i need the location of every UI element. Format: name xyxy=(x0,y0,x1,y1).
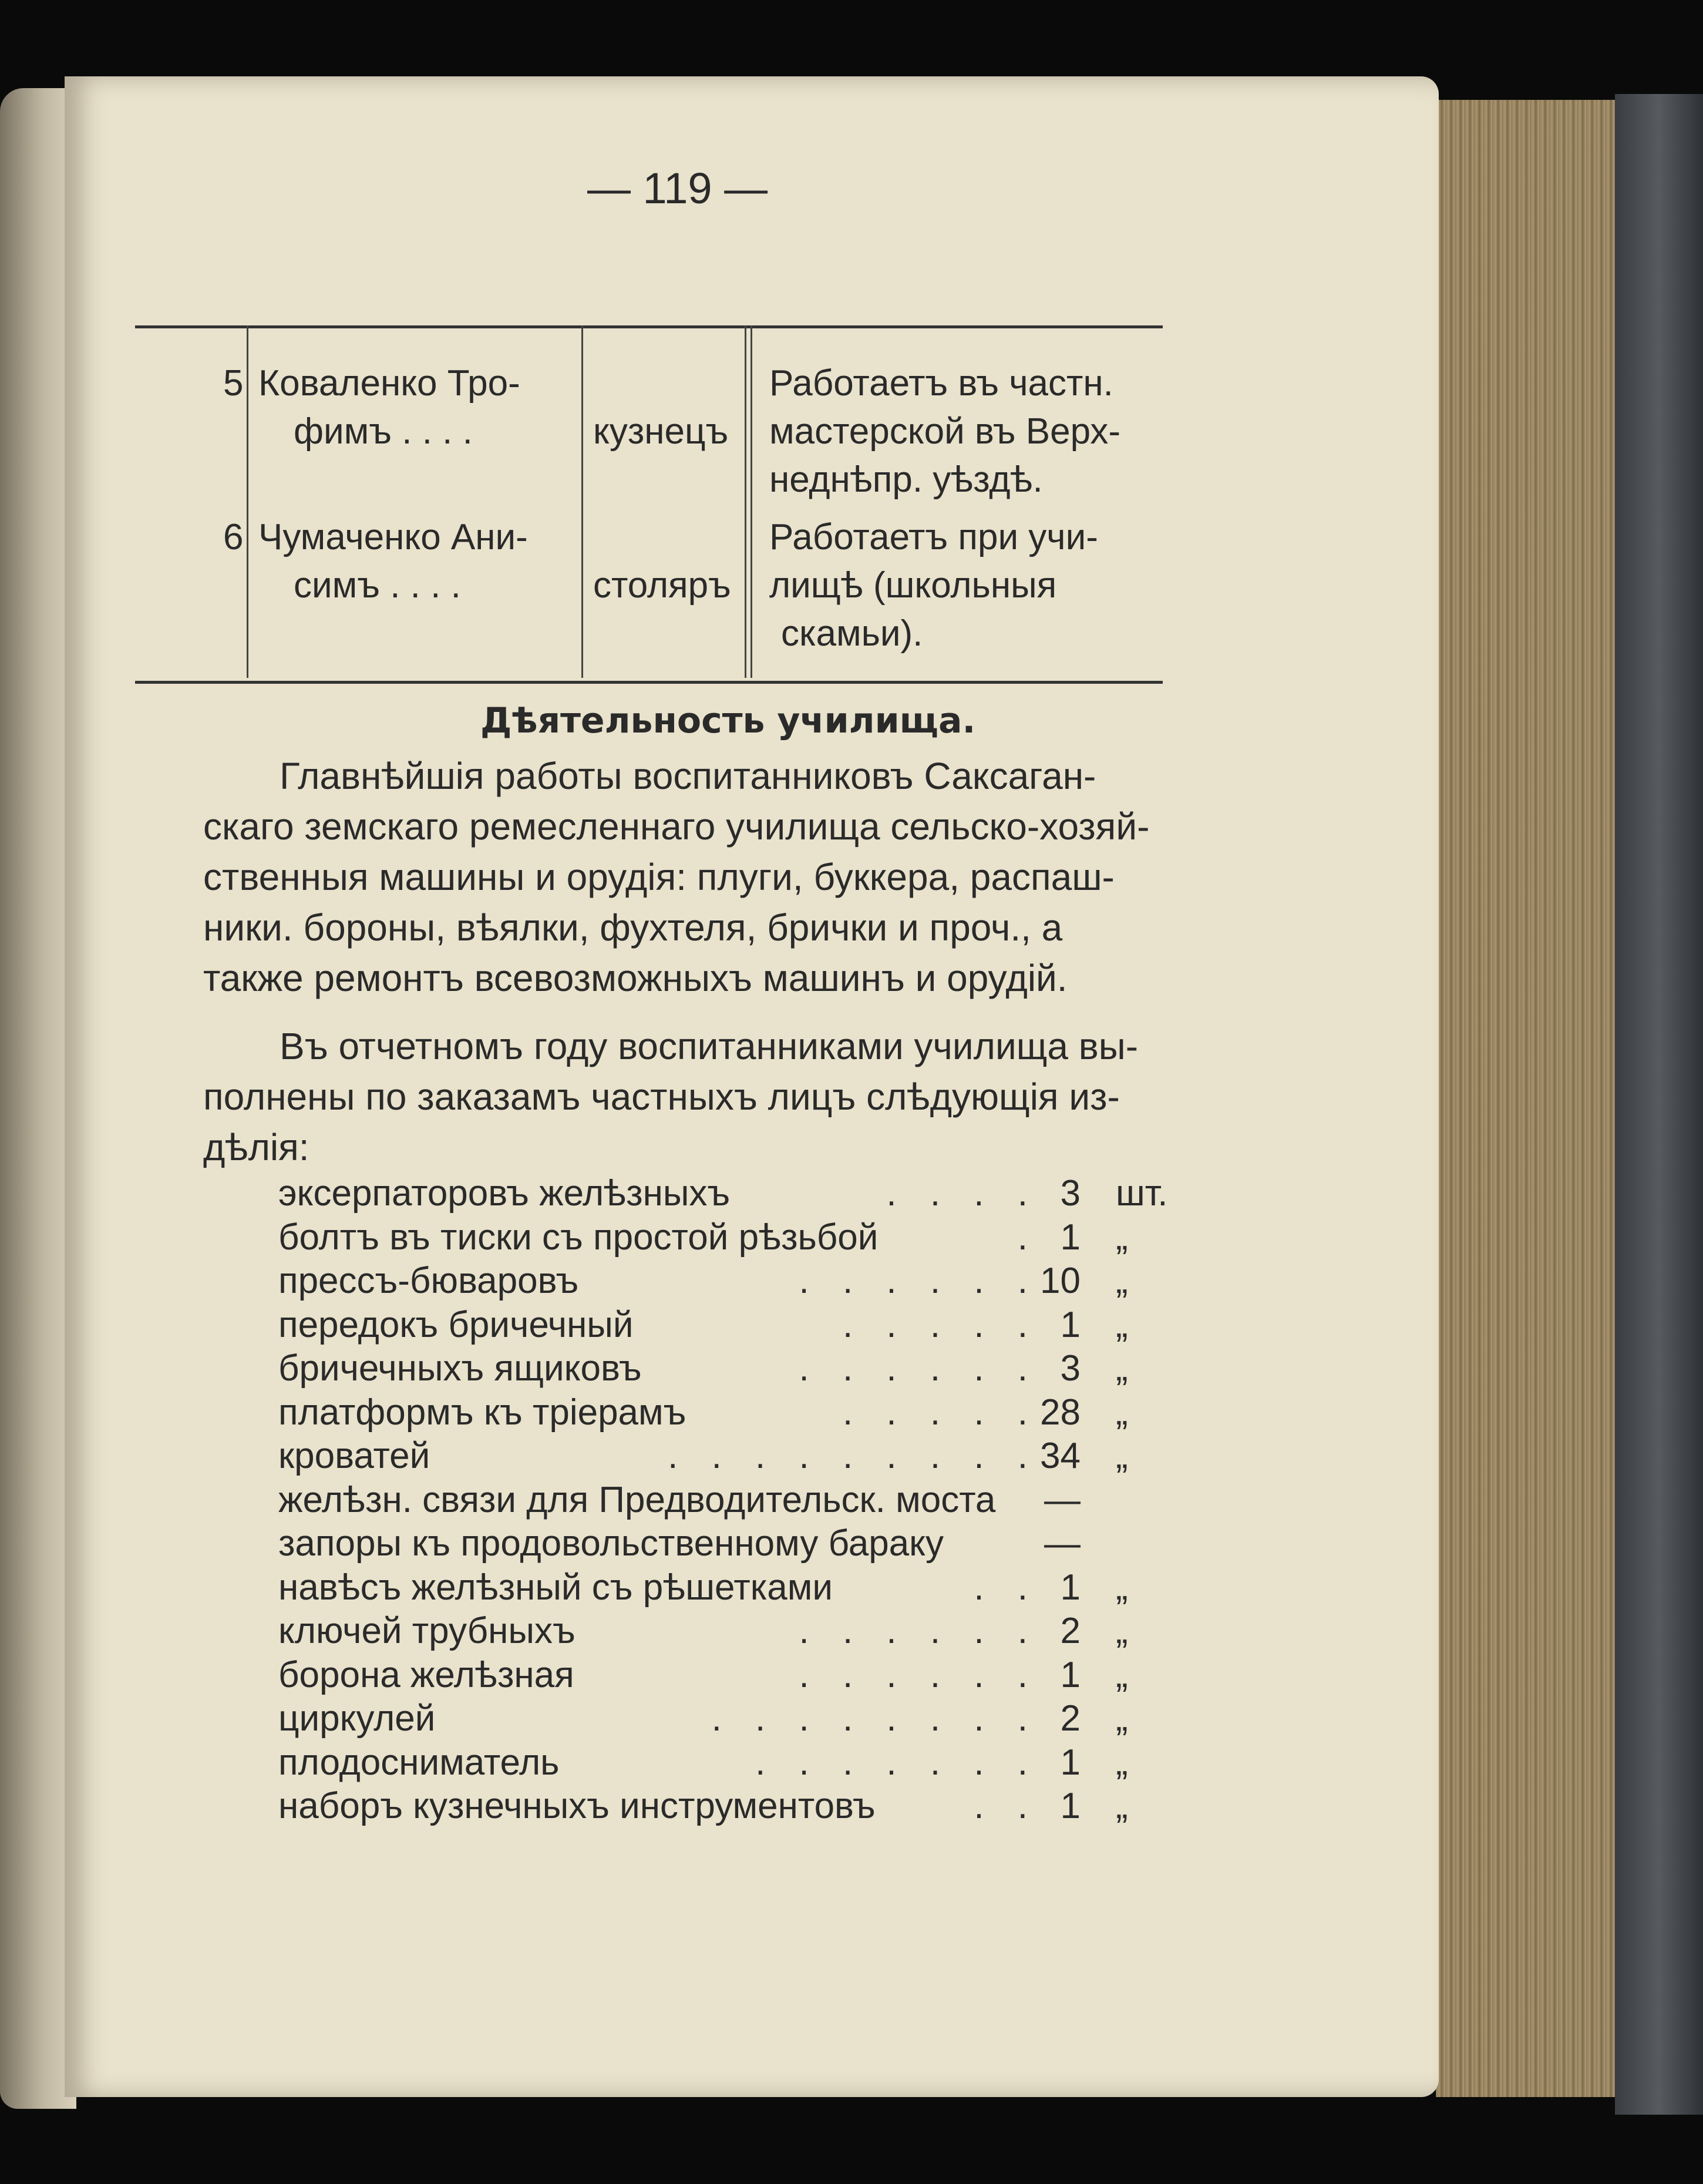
list-item-quantity: — xyxy=(1044,1523,1081,1564)
list-item-quantity: 2 xyxy=(1060,1698,1081,1739)
book-cover xyxy=(1615,94,1703,2115)
paragraph-line: дѣлія: xyxy=(203,1126,309,1168)
section-heading: Дѣятельность училища. xyxy=(480,700,976,741)
list-item-unit: „ xyxy=(1116,1655,1128,1695)
table-row-name: Чумаченко Ани- xyxy=(258,517,528,557)
list-item-quantity: 1 xyxy=(1060,1217,1081,1258)
list-item-name: кроватей xyxy=(278,1436,430,1476)
list-item-name: ключей трубныхъ xyxy=(278,1611,575,1651)
list-item-name: плодосниматель xyxy=(278,1742,560,1783)
list-item-leader-dots: . . . . xyxy=(886,1173,1039,1214)
table-row-note: неднѣпр. уѣздѣ. xyxy=(769,459,1043,500)
list-item-leader-dots: . . xyxy=(974,1786,1039,1826)
list-item-leader-dots: . xyxy=(1017,1217,1039,1258)
list-item-unit: „ xyxy=(1116,1786,1128,1826)
table-row-num: 6 xyxy=(223,517,244,557)
list-item-name: платформъ къ трiерамъ xyxy=(278,1392,686,1433)
list-item-unit: шт. xyxy=(1116,1173,1168,1214)
list-item-quantity: 3 xyxy=(1060,1348,1081,1389)
list-item-unit: „ xyxy=(1116,1305,1128,1345)
paragraph-line: ники. бороны, вѣялки, фухтеля, брички и проч., а xyxy=(203,906,1063,949)
list-item-name: циркулей xyxy=(278,1698,436,1739)
list-item-quantity: 28 xyxy=(1040,1392,1081,1433)
table-row-name: Коваленко Тро- xyxy=(258,363,520,404)
table-divider xyxy=(750,325,752,678)
list-item-quantity: 1 xyxy=(1060,1742,1081,1783)
table-divider xyxy=(247,325,248,678)
list-item-unit: „ xyxy=(1116,1698,1128,1739)
list-item-name: наборъ кузнечныхъ инструментовъ xyxy=(278,1786,876,1826)
list-item-quantity: 34 xyxy=(1040,1436,1081,1476)
table-row-trade: столяръ xyxy=(593,565,731,606)
list-item-unit: „ xyxy=(1116,1348,1128,1389)
page-number: — 119 — xyxy=(587,164,768,213)
table-row-note: скамьи). xyxy=(781,613,923,654)
table-row-note: Работаетъ въ частн. xyxy=(769,363,1113,404)
table-divider xyxy=(745,325,746,678)
list-item-quantity: 1 xyxy=(1060,1305,1081,1345)
list-item-quantity: 10 xyxy=(1040,1261,1081,1301)
list-item-leader-dots: . . . . . . xyxy=(799,1611,1039,1651)
list-item-name: навѣсъ желѣзный съ рѣшетками xyxy=(278,1567,833,1608)
paragraph-line: также ремонтъ всевозможныхъ машинъ и орудій. xyxy=(203,957,1068,999)
table-row-note: лищѣ (школьныя xyxy=(769,565,1057,606)
paragraph-line: скаго земскаго ремесленнаго училища сельско-хозяй- xyxy=(203,805,1150,848)
table-divider xyxy=(581,325,583,678)
list-item-name: болтъ въ тиски съ простой рѣзьбой xyxy=(278,1217,879,1258)
list-item-leader-dots: . . . . . xyxy=(842,1305,1039,1345)
list-item-unit: „ xyxy=(1116,1611,1128,1651)
list-item-quantity: 1 xyxy=(1060,1655,1081,1695)
paragraph-line: Въ отчетномъ году воспитанниками училища вы- xyxy=(280,1025,1139,1067)
table-row-note: Работаетъ при учи- xyxy=(769,517,1098,557)
list-item-unit: „ xyxy=(1116,1217,1128,1258)
list-item-quantity: 1 xyxy=(1060,1567,1081,1608)
list-item-name: запоры къ продовольственному бараку xyxy=(278,1523,944,1564)
list-item-quantity: 3 xyxy=(1060,1173,1081,1214)
list-item-unit: „ xyxy=(1116,1392,1128,1433)
paragraph-line: Главнѣйшія работы воспитанниковъ Саксаган- xyxy=(280,755,1096,797)
table-row-name: симъ . . . . xyxy=(294,565,461,606)
list-item-quantity: 2 xyxy=(1060,1611,1081,1651)
list-item-name: эксерпаторовъ желѣзныхъ xyxy=(278,1173,731,1214)
list-item-leader-dots: . . xyxy=(974,1567,1039,1608)
list-item-quantity: — xyxy=(1044,1480,1081,1520)
list-item-leader-dots: . . . . . . xyxy=(799,1655,1039,1695)
list-item-leader-dots: . . . . . . . . . xyxy=(668,1436,1039,1476)
list-item-quantity: 1 xyxy=(1060,1786,1081,1826)
list-item-leader-dots: . . . . . . xyxy=(799,1348,1039,1389)
list-item-name: бричечныхъ ящиковъ xyxy=(278,1348,642,1389)
list-item-leader-dots: . . . . . . xyxy=(799,1261,1039,1301)
list-item-name: борона желѣзная xyxy=(278,1655,574,1695)
list-item-unit: „ xyxy=(1116,1567,1128,1608)
list-item-unit: „ xyxy=(1116,1742,1128,1783)
list-item-name: желѣзн. связи для Предводительск. моста xyxy=(278,1480,996,1520)
list-item-leader-dots: . . . . . xyxy=(842,1392,1039,1433)
list-item-name: передокъ бричечный xyxy=(278,1305,634,1345)
table-row-num: 5 xyxy=(223,363,244,404)
table-row-trade: кузнецъ xyxy=(593,411,729,452)
table-row-note: мастерской въ Верх- xyxy=(769,411,1121,452)
list-item-name: прессъ-бюваровъ xyxy=(278,1261,579,1301)
list-item-leader-dots: . . . . . . . . xyxy=(711,1698,1039,1739)
paragraph-line: ственныя машины и орудія: плуги, буккера, распаш- xyxy=(203,856,1115,898)
list-item-leader-dots: . . . . . . . xyxy=(755,1742,1039,1783)
table-row-name: фимъ . . . . xyxy=(294,411,473,452)
paragraph-line: полнены по заказамъ частныхъ лицъ слѣдующія из- xyxy=(203,1076,1120,1118)
list-item-unit: „ xyxy=(1116,1261,1128,1301)
list-item-unit: „ xyxy=(1116,1436,1128,1476)
